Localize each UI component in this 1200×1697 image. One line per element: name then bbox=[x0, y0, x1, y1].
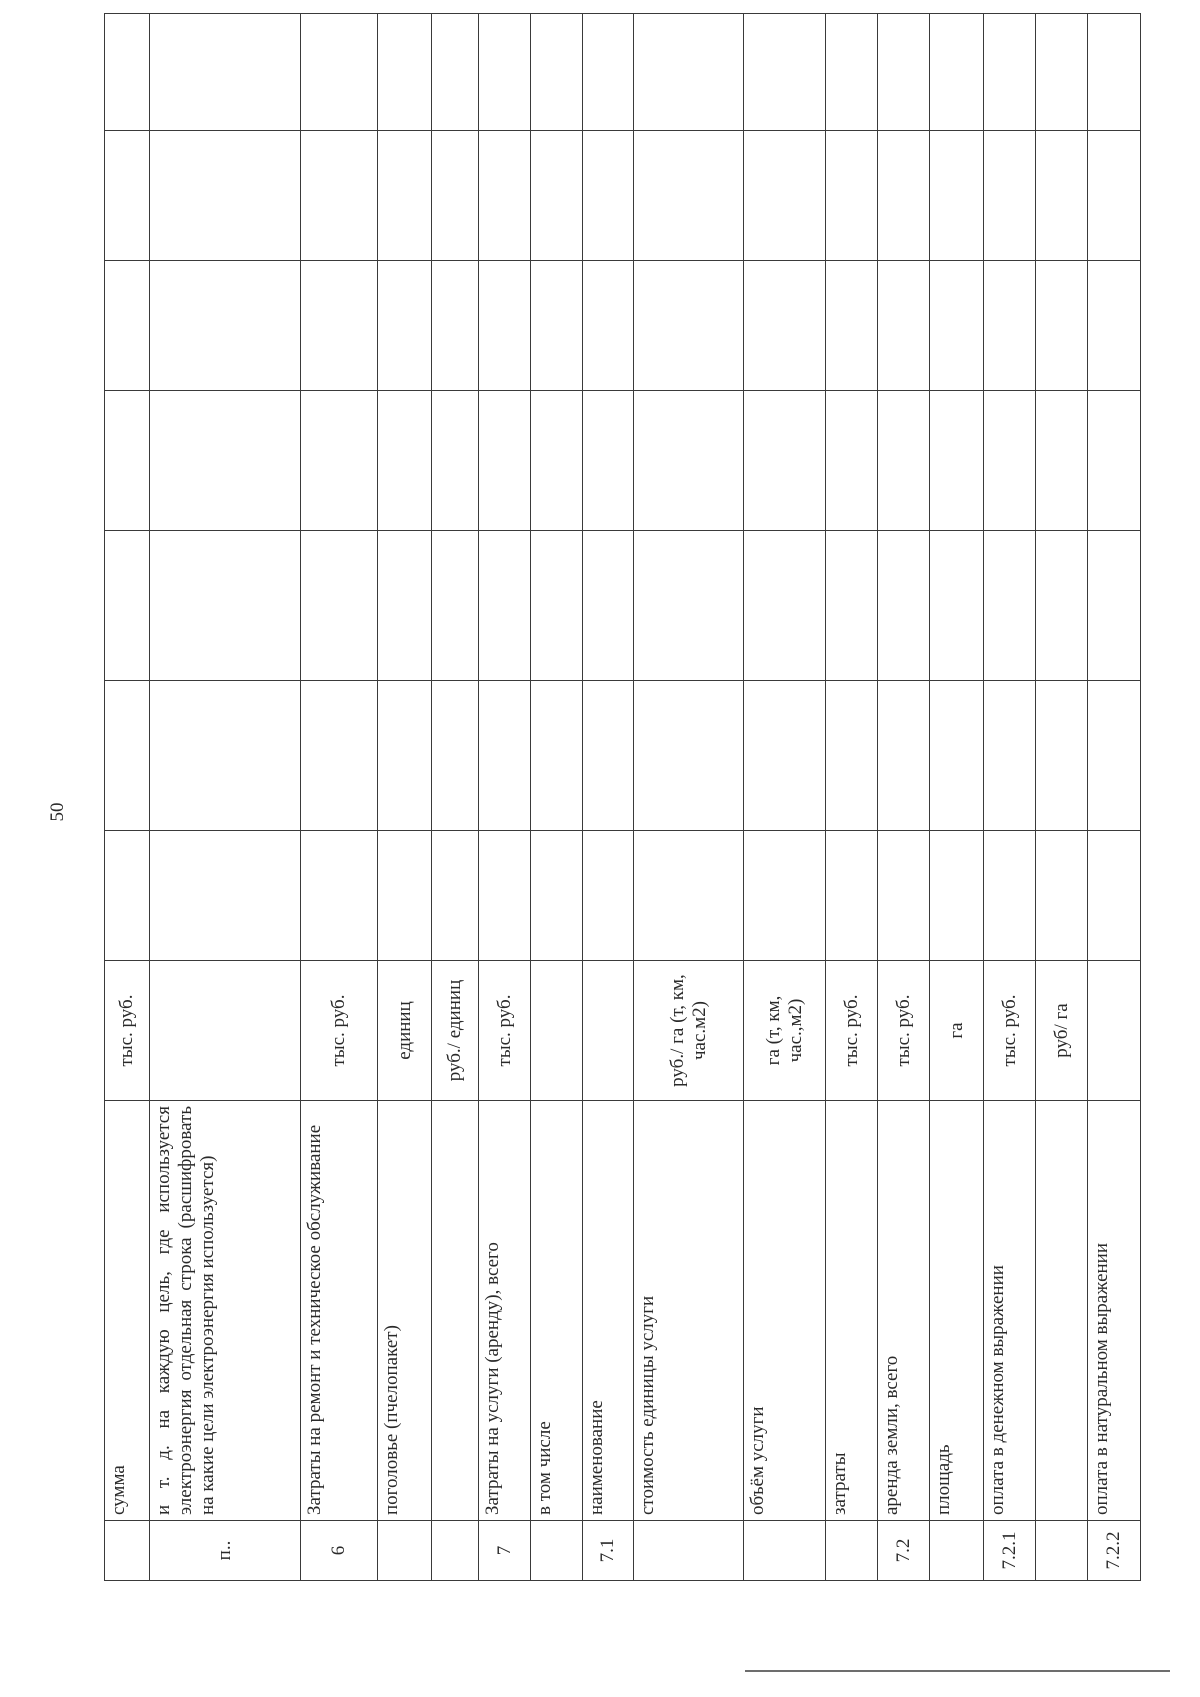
table-cell bbox=[826, 681, 878, 831]
table-cell bbox=[1036, 391, 1088, 531]
table-cell bbox=[583, 391, 634, 531]
table-row bbox=[1036, 14, 1088, 1581]
table-cell bbox=[105, 681, 150, 831]
table-cell bbox=[301, 831, 378, 961]
table-cell bbox=[301, 531, 378, 681]
table-cell bbox=[531, 261, 583, 391]
unit-cell bbox=[1088, 961, 1141, 1101]
unit-cell: тыс. руб. bbox=[479, 961, 531, 1101]
table-cell bbox=[301, 261, 378, 391]
table-header-row bbox=[105, 14, 150, 1581]
row-label: Затраты на ремонт и техническое обслуживание bbox=[301, 1101, 378, 1521]
table-cell bbox=[634, 131, 744, 261]
table-cell bbox=[150, 681, 301, 831]
table-cell bbox=[826, 531, 878, 681]
table-row bbox=[432, 14, 479, 1581]
row-label: объём услуги bbox=[744, 1101, 826, 1521]
unit-cell: тыс. руб. bbox=[301, 961, 378, 1101]
row-number bbox=[634, 1521, 744, 1581]
table-cell bbox=[105, 831, 150, 961]
unit-cell bbox=[150, 961, 301, 1101]
table-cell bbox=[378, 261, 432, 391]
table-row bbox=[1088, 14, 1141, 1581]
table-cell bbox=[744, 261, 826, 391]
table-cell bbox=[930, 391, 984, 531]
row-number: 7 bbox=[479, 1521, 531, 1581]
table-cell bbox=[583, 531, 634, 681]
table-cell bbox=[826, 831, 878, 961]
table-cell bbox=[634, 681, 744, 831]
table-cell bbox=[301, 14, 378, 131]
row-number: п.. bbox=[150, 1521, 301, 1581]
expense-table bbox=[104, 13, 1141, 1581]
table-cell bbox=[744, 391, 826, 531]
table-row bbox=[984, 14, 1036, 1581]
row-number: 7.2 bbox=[878, 1521, 930, 1581]
unit-cell: руб./ га (т, км, час.м2) bbox=[634, 961, 744, 1101]
table-cell bbox=[930, 831, 984, 961]
table-cell bbox=[150, 131, 301, 261]
table-cell bbox=[479, 14, 531, 131]
row-label: стоимость единицы услуги bbox=[634, 1101, 744, 1521]
table-cell bbox=[378, 14, 432, 131]
row-number bbox=[930, 1521, 984, 1581]
row-number: 6 bbox=[301, 1521, 378, 1581]
table-cell bbox=[878, 391, 930, 531]
table-cell bbox=[105, 391, 150, 531]
table-cell bbox=[531, 131, 583, 261]
table-row bbox=[378, 14, 432, 1581]
table-row bbox=[634, 14, 744, 1581]
table-cell bbox=[984, 531, 1036, 681]
table-cell bbox=[1036, 531, 1088, 681]
unit-cell: га bbox=[930, 961, 984, 1101]
table-row bbox=[531, 14, 583, 1581]
table-cell bbox=[1036, 681, 1088, 831]
table-cell bbox=[984, 681, 1036, 831]
table-cell bbox=[1036, 131, 1088, 261]
table-cell bbox=[432, 831, 479, 961]
table-cell bbox=[531, 14, 583, 131]
table-row bbox=[301, 14, 378, 1581]
table-cell bbox=[878, 261, 930, 391]
unit-cell: руб./ единиц bbox=[432, 961, 479, 1101]
table-row bbox=[744, 14, 826, 1581]
table-cell bbox=[930, 14, 984, 131]
row-label: аренда земли, всего bbox=[878, 1101, 930, 1521]
row-label: оплата в денежном выражении bbox=[984, 1101, 1036, 1521]
row-number bbox=[744, 1521, 826, 1581]
table-cell bbox=[878, 831, 930, 961]
table-cell bbox=[150, 261, 301, 391]
row-label: и т. д. на каждую цель, где используется электроэнергия отдельная строка (расшифровать на какие цели электроэнергия используется) bbox=[150, 1101, 301, 1521]
rotated-sheet bbox=[104, 84, 1191, 1581]
row-label: наименование bbox=[583, 1101, 634, 1521]
table-cell bbox=[301, 131, 378, 261]
table-cell bbox=[150, 14, 301, 131]
row-number bbox=[378, 1521, 432, 1581]
table-cell bbox=[744, 831, 826, 961]
table-cell bbox=[583, 681, 634, 831]
table-cell bbox=[150, 831, 301, 961]
table-row bbox=[479, 14, 531, 1581]
table-row bbox=[878, 14, 930, 1581]
table-cell bbox=[479, 531, 531, 681]
table-cell bbox=[105, 14, 150, 131]
table-cell bbox=[105, 531, 150, 681]
unit-cell: тыс. руб. bbox=[826, 961, 878, 1101]
row-number: 7.2.2 bbox=[1088, 1521, 1141, 1581]
table-cell bbox=[984, 261, 1036, 391]
table-cell bbox=[1088, 531, 1141, 681]
table-cell bbox=[378, 681, 432, 831]
table-cell bbox=[378, 131, 432, 261]
table-cell bbox=[105, 131, 150, 261]
table-cell bbox=[1036, 14, 1088, 131]
table-cell bbox=[826, 14, 878, 131]
row-label: затраты bbox=[826, 1101, 878, 1521]
row-label: в том числе bbox=[531, 1101, 583, 1521]
row-number: 7.1 bbox=[583, 1521, 634, 1581]
table-cell bbox=[1088, 681, 1141, 831]
table-cell bbox=[432, 531, 479, 681]
table-cell bbox=[878, 14, 930, 131]
footer-rule bbox=[745, 1670, 1170, 1672]
table-cell bbox=[583, 131, 634, 261]
table-cell bbox=[583, 261, 634, 391]
table-cell bbox=[531, 681, 583, 831]
table-cell bbox=[1088, 831, 1141, 961]
table-cell bbox=[930, 131, 984, 261]
table-row bbox=[930, 14, 984, 1581]
table-cell bbox=[479, 131, 531, 261]
table-cell bbox=[150, 391, 301, 531]
table-cell bbox=[634, 831, 744, 961]
row-number bbox=[826, 1521, 878, 1581]
unit-cell: тыс. руб. bbox=[984, 961, 1036, 1101]
row-label: сумма bbox=[105, 1101, 150, 1521]
table-cell bbox=[984, 391, 1036, 531]
page-number: 50 bbox=[47, 802, 68, 822]
table-cell bbox=[1088, 131, 1141, 261]
table-row bbox=[150, 14, 301, 1581]
table-cell bbox=[378, 831, 432, 961]
table-cell bbox=[1088, 261, 1141, 391]
table-cell bbox=[744, 681, 826, 831]
table-cell bbox=[634, 531, 744, 681]
row-label: поголовье (пчелопакет) bbox=[378, 1101, 432, 1521]
table-cell bbox=[744, 531, 826, 681]
table-cell bbox=[150, 531, 301, 681]
row-label: Затраты на услуги (аренду), всего bbox=[479, 1101, 531, 1521]
table-cell bbox=[301, 391, 378, 531]
table-cell bbox=[432, 14, 479, 131]
table-cell bbox=[826, 261, 878, 391]
row-label: площадь bbox=[930, 1101, 984, 1521]
table-cell bbox=[479, 261, 531, 391]
unit-cell: руб/ га bbox=[1036, 961, 1088, 1101]
table-cell bbox=[479, 831, 531, 961]
row-number bbox=[531, 1521, 583, 1581]
table-cell bbox=[105, 1521, 150, 1581]
table-cell bbox=[878, 131, 930, 261]
table-cell bbox=[105, 261, 150, 391]
table-cell bbox=[930, 531, 984, 681]
table-cell bbox=[378, 531, 432, 681]
unit-cell bbox=[583, 961, 634, 1101]
table-cell bbox=[744, 14, 826, 131]
table-cell bbox=[984, 831, 1036, 961]
table-cell bbox=[878, 681, 930, 831]
table-cell bbox=[826, 131, 878, 261]
table-cell bbox=[301, 681, 378, 831]
table-cell bbox=[1036, 261, 1088, 391]
table-cell bbox=[531, 531, 583, 681]
table-cell bbox=[744, 131, 826, 261]
table-cell bbox=[984, 131, 1036, 261]
table-cell bbox=[432, 681, 479, 831]
unit-cell: тыс. руб. bbox=[105, 961, 150, 1101]
table-cell bbox=[583, 831, 634, 961]
row-label bbox=[1036, 1101, 1088, 1521]
table-cell bbox=[583, 14, 634, 131]
table-cell bbox=[930, 261, 984, 391]
table-cell bbox=[432, 131, 479, 261]
table-cell bbox=[634, 261, 744, 391]
table-cell bbox=[634, 391, 744, 531]
table-cell bbox=[531, 831, 583, 961]
table-row bbox=[826, 14, 878, 1581]
row-number bbox=[432, 1521, 479, 1581]
table-cell bbox=[1036, 831, 1088, 961]
unit-cell bbox=[531, 961, 583, 1101]
table-cell bbox=[432, 391, 479, 531]
row-label bbox=[432, 1101, 479, 1521]
table-cell bbox=[826, 391, 878, 531]
table-cell bbox=[479, 681, 531, 831]
table-cell bbox=[1088, 14, 1141, 131]
table-cell bbox=[984, 14, 1036, 131]
row-label: оплата в натуральном выражении bbox=[1088, 1101, 1141, 1521]
table-cell bbox=[634, 14, 744, 131]
unit-cell: га (т, км, час.,м2) bbox=[744, 961, 826, 1101]
table-cell bbox=[479, 391, 531, 531]
table-row bbox=[583, 14, 634, 1581]
table-cell bbox=[432, 261, 479, 391]
unit-cell: единиц bbox=[378, 961, 432, 1101]
table-cell bbox=[531, 391, 583, 531]
row-number bbox=[1036, 1521, 1088, 1581]
row-number: 7.2.1 bbox=[984, 1521, 1036, 1581]
table-cell bbox=[930, 681, 984, 831]
table-cell bbox=[1088, 391, 1141, 531]
table-cell bbox=[378, 391, 432, 531]
table-cell bbox=[878, 531, 930, 681]
unit-cell: тыс. руб. bbox=[878, 961, 930, 1101]
